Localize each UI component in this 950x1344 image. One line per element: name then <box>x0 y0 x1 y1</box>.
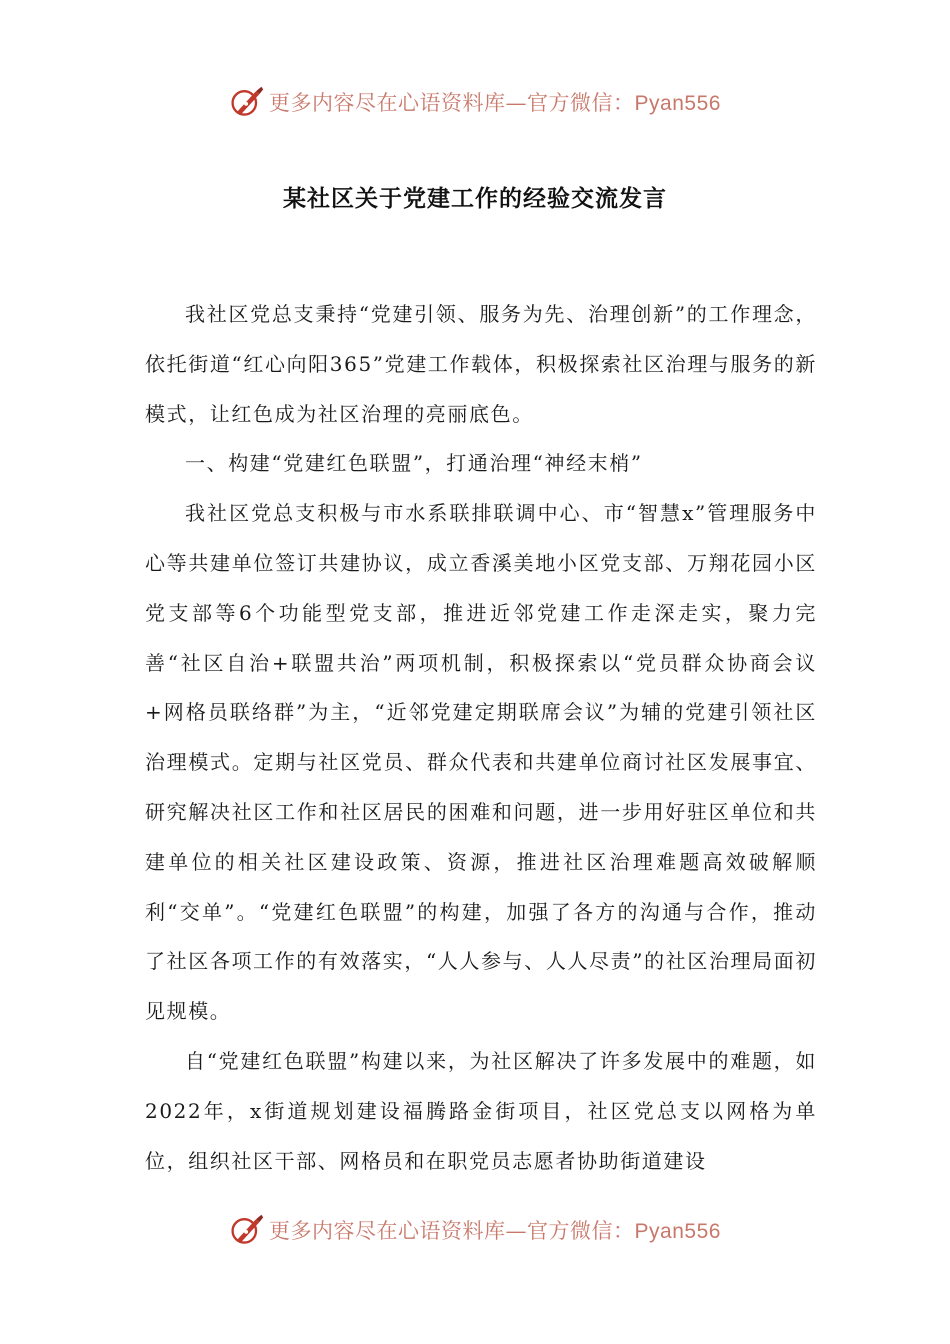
watermark-text: 更多内容尽在心语资料库—官方微信：Pyan556 <box>269 91 721 115</box>
document-title: 某社区关于党建工作的经验交流发言 <box>283 185 667 212</box>
section-heading-1: 一、构建“党建红色联盟”，打通治理“神经末梢” <box>185 451 643 476</box>
paragraph-section-1: 我社区党总支积极与市水系联排联调中心、市“智慧x”管理服务中心等共建单位签订共建协议，成立香溪美地小区党支部、万翔花园小区党支部等6个功能型党支部，推进近邻党建工作走深走实，聚力完善“社区自治+联盟共治”两项机制，积极探索以“党员群众协商会议+网格员联络群”为主，“近邻党建定期联席会议”为辅的党建引领社区治理模式。定期与社区党员、群众代表和共建单位商讨社区发展事宜、研究解决社区工作和社区居民的困难和问题，进一步用好驻区单位和共建单位的相关社区建设政策、资源，推进社区治理难题高效破解顺利“交单”。“党建红色联盟”的构建，加强了各方的沟通与合作，推动了社区各项工作的有效落实，“人人参与、人人尽责”的社区治理局面初见规模。 <box>145 501 817 1024</box>
watermark-banner-bottom <box>0 1208 950 1252</box>
watermark-banner-top <box>0 80 950 124</box>
watermark-text: 更多内容尽在心语资料库—官方微信：Pyan556 <box>269 1219 721 1243</box>
paragraph-achievements: 自“党建红色联盟”构建以来，为社区解决了许多发展中的难题，如2022年，x街道规划建设福腾路金街项目，社区党总支以网格为单位，组织社区干部、网格员和在职党员志愿者协助街道建设 <box>145 1048 817 1173</box>
document-body <box>145 290 817 1186</box>
watermark-wechat-id: Pyan556 <box>634 1220 721 1243</box>
watermark-wechat-id: Pyan556 <box>634 92 721 115</box>
pen-nib-circle-icon <box>229 1212 265 1248</box>
paragraph-intro: 我社区党总支秉持“党建引领、服务为先、治理创新”的工作理念，依托街道“红心向阳365”党建工作载体，积极探索社区治理与服务的新模式，让红色成为社区治理的亮丽底色。 <box>145 302 817 426</box>
pen-nib-circle-icon <box>229 84 265 120</box>
